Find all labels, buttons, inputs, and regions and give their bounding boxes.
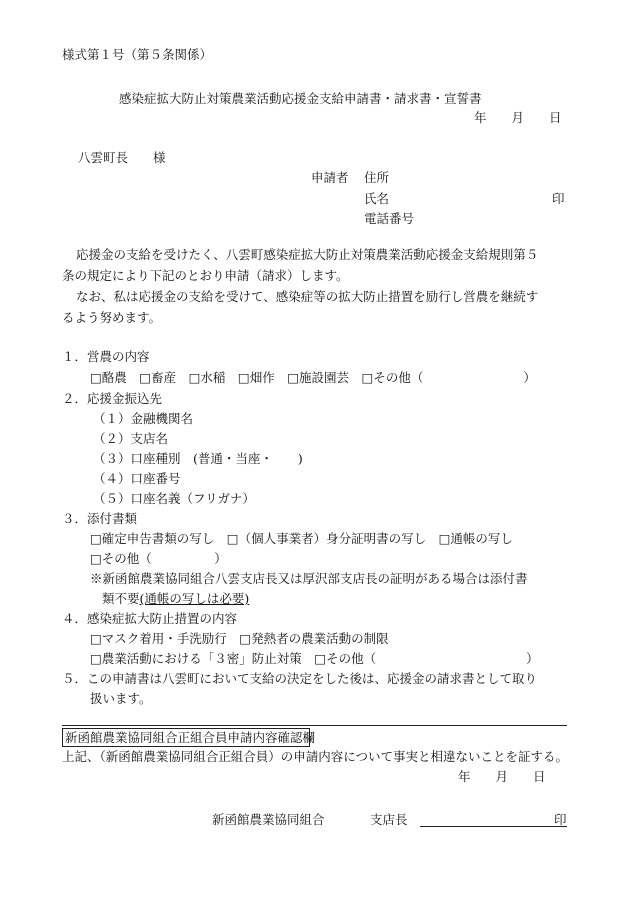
section-1-heading: １．営農の内容: [62, 349, 150, 364]
measures-line-2: □農業活動における「３密」防止対策 □その他（ ）: [90, 651, 539, 666]
branch-manager-label: 支店長: [370, 812, 408, 827]
section-4-heading: ４．感染症拡大防止措置の内容: [62, 611, 238, 626]
section-5-line-2: 扱います。: [90, 691, 152, 706]
confirmation-date: 年 月 日: [458, 769, 546, 784]
attachments-note-text: 類不要: [102, 591, 140, 606]
attachments-note-line-2: [102, 591, 249, 607]
divider-line: [62, 725, 567, 726]
account-number-item: （４）口座番号: [93, 471, 181, 486]
measures-line-1: □マスク着用・手洗励行 □発熱者の農業活動の制限: [90, 631, 389, 646]
form-number: 様式第１号（第５条関係）: [62, 47, 213, 62]
applicant-phone-label: 電話番号: [364, 211, 415, 226]
document-title: 感染症拡大防止対策農業活動応援金支給申請書・請求書・宣誓書: [119, 91, 482, 106]
applicant-name-label: 氏名: [364, 191, 390, 206]
attachments-note-underlined: (通帳の写しは必要): [139, 591, 250, 606]
section-2-heading: ２．応援金振込先: [62, 391, 163, 406]
bank-name-item: （１）金融機関名: [93, 411, 194, 426]
body-paragraph-1-line-1: 応援金の支給を受けたく、八雲町感染症拡大防止対策農業活動応援金支給規則第５: [76, 247, 539, 262]
applicant-address-label: 住所: [364, 170, 390, 185]
addressee: 八雲町長 様: [78, 150, 166, 165]
body-paragraph-1-line-2: 条の規定により下記のとおり申請（請求）します。: [62, 268, 349, 283]
applicant-seal: 印: [552, 191, 565, 206]
date-line: 年 月 日: [474, 110, 562, 125]
section-1-options: □酪農 □畜産 □水稲 □畑作 □施設園芸 □その他（ ）: [90, 370, 536, 385]
branch-name-item: （２）支店名: [93, 431, 169, 446]
applicant-label: 申請者: [311, 170, 349, 185]
confirmation-seal: 印: [554, 812, 567, 827]
section-3-heading: ３．添付書類: [62, 511, 138, 526]
attachments-line-2: □その他（ ）: [90, 551, 227, 566]
body-paragraph-2-line-2: るよう努めます。: [62, 310, 162, 325]
confirmation-box-title: 新函館農業協同組合正組合員申請内容確認欄: [65, 730, 316, 745]
signature-line: [420, 826, 567, 827]
account-holder-item: （５）口座名義（フリガナ）: [93, 491, 255, 506]
attachments-note-line-1: ※新函館農業協同組合八雲支店長又は厚沢部支店長の証明がある場合は添付書: [90, 571, 528, 586]
section-5-line-1: ５．この申請書は八雲町において支給の決定をした後は、応援金の請求書として取り: [62, 671, 538, 686]
organization-name: 新函館農業協同組合: [212, 812, 325, 827]
confirmation-text: 上記、（新函館農業協同組合正組合員）の申請内容について事実と相違ないことを証する。: [62, 749, 569, 764]
body-paragraph-2-line-1: なお、私は応援金の支給を受けて、感染症等の拡大防止措置を励行し営農を継続す: [76, 289, 539, 304]
account-type-item: （３）口座種別 (普通・当座・ ): [93, 451, 303, 466]
attachments-line-1: □確定申告書類の写し □（個人事業者）身分証明書の写し □通帳の写し: [90, 531, 513, 546]
confirmation-box: [62, 728, 316, 747]
